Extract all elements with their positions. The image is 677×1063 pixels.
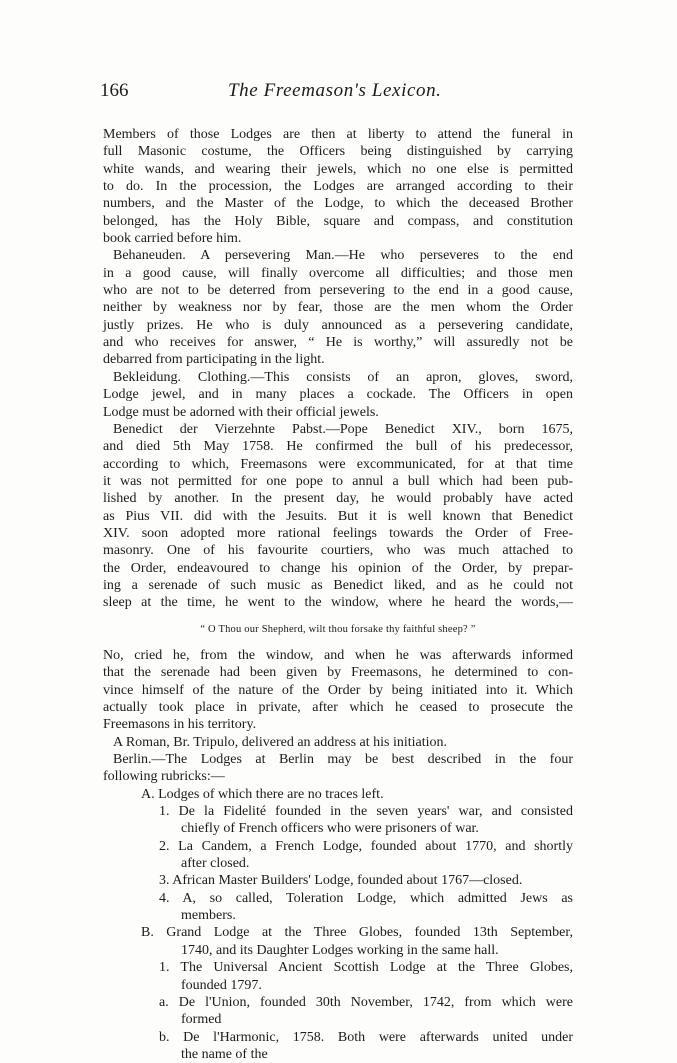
text-line: according to which, Freemasons were excommunicated, for at that time — [103, 456, 573, 472]
page-body — [103, 126, 573, 1063]
list-item: 3. African Master Builders' Lodge, founded about 1767—closed. — [159, 873, 523, 889]
text-line: masonry. One of his favourite courtiers, who was much attached to — [103, 543, 573, 559]
list-item: 1. De la Fidelité founded in the seven years' war, and consisted — [159, 804, 573, 820]
list-item-continued: formed — [181, 1012, 222, 1028]
list-item-continued: members. — [181, 908, 236, 924]
text-line: vince himself of the nature of the Order by being initiated into it. Which — [103, 682, 573, 698]
text-line: lished by another. In the present day, he would probably have acted — [103, 491, 573, 507]
text-line: A Roman, Br. Tripulo, delivered an address at his initiation. — [113, 734, 448, 750]
quotation: “ O Thou our Shepherd, wilt thou forsake thy faithful sheep? ” — [200, 623, 476, 635]
list-item: 4. A, so called, Toleration Lodge, which admitted Jews as — [159, 890, 573, 906]
text-line: it was not permitted for one pope to annul a bull which had been pub- — [103, 473, 573, 489]
text-line: Lodge jewel, and in many places a cockade. The Officers in open — [103, 387, 573, 403]
text-line: belonged, has the Holy Bible, square and compass, and constitution — [103, 213, 573, 229]
list-heading: A. Lodges of which there are no traces left. — [141, 786, 384, 802]
text-line: neither by weakness nor by fear, those are the men whom the Order — [103, 300, 573, 316]
text-line: actually took place in private, after which he ceased to prosecute the — [103, 700, 573, 715]
list-item: a. De l'Union, founded 30th November, 1742, from which were — [159, 994, 573, 1010]
entry-berlin: Berlin.—The Lodges at Berlin may be best described in the four — [113, 752, 573, 768]
entry-bekleidung: Bekleidung. Clothing.—This consists of an apron, gloves, sword, — [113, 369, 573, 385]
text-line: and died 5th May 1758. He confirmed the bull of his predecessor, — [103, 439, 573, 455]
text-line: in a good cause, will finally overcome all difficulties; and those men — [103, 265, 573, 281]
list-item: 2. La Candem, a French Lodge, founded about 1770, and shortly — [159, 838, 573, 854]
text-line: who are not to be deterred from persevering to the end in a good cause, — [103, 283, 573, 299]
page-header — [100, 80, 578, 106]
text-line: as Pius VII. did with the Jesuits. But it is well known that Benedict — [103, 508, 573, 524]
text-line: to do. In the procession, the Lodges are arranged according to their — [103, 179, 573, 195]
text-line: Members of those Lodges are then at liberty to attend the funeral in — [103, 127, 573, 142]
text-line: that the serenade had been given by Freemasons, he determined to con- — [103, 665, 573, 681]
text-line: and who receives for answer, “ He is worthy,” will assuredly not be — [103, 335, 573, 351]
running-title: The Freemason's Lexicon. — [228, 80, 442, 101]
text-line: justly prizes. He who is duly announced as a persevering candidate, — [103, 317, 573, 333]
list-item-continued: after closed. — [181, 856, 250, 872]
text-line: sleep at the time, he went to the window, where he heard the words,— — [103, 595, 573, 611]
text-line: No, cried he, from the window, and when he was afterwards informed — [103, 647, 573, 663]
list-item-continued: chiefly of French officers who were prisoners of war. — [181, 821, 479, 837]
text-line: XIV. soon adopted more rational feelings towards the Order of Free- — [103, 525, 573, 541]
text-line: book carried before him. — [103, 231, 242, 247]
text-line: the Order, endeavoured to change his opinion of the Order, by prepar- — [103, 560, 573, 576]
list-item: b. De l'Harmonic, 1758. Both were afterwards united under — [159, 1029, 573, 1045]
page-number: 166 — [100, 80, 129, 101]
list-item-continued: the name of the — [181, 1046, 268, 1062]
text-line: white wands, and wearing their jewels, which no one else is permitted — [103, 161, 573, 177]
text-line: numbers, and the Master of the Lodge, to which the deceased Brother — [103, 196, 573, 212]
text-line: full Masonic costume, the Officers being distinguished by carrying — [103, 144, 573, 160]
list-item-continued: 1740, and its Daughter Lodges working in the same hall. — [181, 942, 499, 958]
text-line: following rubricks:— — [103, 769, 225, 785]
text-line: Lodge must be adorned with their official jewels. — [103, 404, 379, 420]
text-line: ing a serenade of such music as Benedict liked, and as he could not — [103, 577, 573, 593]
list-item: 1. The Universal Ancient Scottish Lodge at the Three Globes, — [159, 960, 573, 976]
list-heading: B. Grand Lodge at the Three Globes, founded 13th September, — [141, 925, 573, 941]
text-line: debarred from participating in the light. — [103, 352, 325, 368]
text-line: Freemasons in his territory. — [103, 717, 257, 733]
entry-benedict: Benedict der Vierzehnte Pabst.—Pope Benedict XIV., born 1675, — [113, 421, 573, 437]
list-item-continued: founded 1797. — [181, 977, 262, 993]
entry-behaneuden: Behaneuden. A persevering Man.—He who perseveres to the end — [113, 248, 573, 264]
